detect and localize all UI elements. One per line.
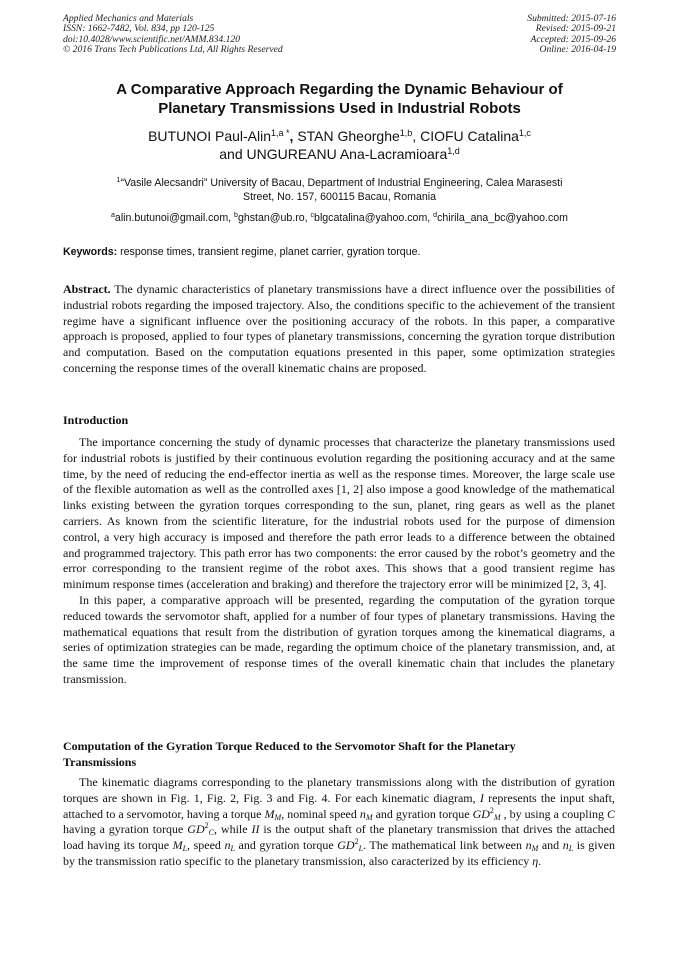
title-line-1: A Comparative Approach Regarding the Dynamic Behaviour of	[116, 81, 563, 98]
section-heading-computation: Computation of the Gyration Torque Reduced to the Servomotor Shaft for the Planetary Transmissions	[63, 739, 516, 769]
email-link[interactable]: alin.butunoi@gmail.com,	[114, 212, 235, 224]
author-name: CIOFU Catalina	[420, 128, 519, 144]
date-accepted: Accepted: 2015-09-26	[530, 33, 616, 45]
introduction-body	[63, 435, 615, 688]
paper-title	[63, 80, 616, 118]
keywords-text: response times, transient regime, planet carrier, gyration torque.	[117, 246, 421, 258]
title-line-2: Planetary Transmissions Used in Industrial Robots	[158, 100, 521, 117]
email-link[interactable]: chirila_ana_bc@yahoo.com	[437, 212, 568, 224]
email-link[interactable]: ghstan@ub.ro,	[237, 212, 311, 224]
keywords	[63, 245, 616, 259]
author-superscript: 1,d	[447, 146, 460, 156]
paragraph: In this paper, a comparative approach will be presented, regarding the computation of the gyration torque reduced towards the servomotor shaft, applied for a number of four types of planetary transmissions. Having the mathematical equations that result from the distribution of gyration torques among the kinematical diagrams, a series of optimization strategies can be made, regarding the optimum choice of the planetary transmission, and, at the same time the improvement of response times of the overall kinematic chain that includes the planetary transmission.	[63, 592, 615, 686]
author-superscript: 1,c	[518, 128, 531, 138]
journal-info	[63, 14, 283, 56]
author-list	[63, 127, 616, 163]
date-revised: Revised: 2015-09-21	[535, 23, 616, 35]
author-superscript: 1,b	[399, 128, 413, 138]
affiliation-line-2: Street, No. 157, 600115 Bacau, Romania	[243, 191, 436, 203]
publication-dates	[527, 14, 616, 56]
affiliation-line-1: “Vasile Alecsandri” University of Bacau, Department of Industrial Engineering, Calea Marasesti	[120, 177, 563, 189]
author-line-2	[63, 145, 616, 163]
paragraph: The kinematic diagrams corresponding to the planetary transmissions along with the distribution of gyration torques are shown in Fig. 1, Fig. 2, Fig. 3 and Fig. 4. For each kinematic diagram, I represents the input shaft, attached to a servomotor, having a torque $M_M$, nominal speed $n_M$ and gyration torque $GD^2_M$ , by using a coupling C having a gyration torque $GD^2_C$, while II is the output shaft of the planetary transmission that drives the attached load having its torque $M_L$, speed $n_L$ and gyration torque $GD^2_L$. The mathematical link between $n_M$ and $n_L$ is given by the transmission ratio specific to the planetary transmission, also caracterized by its efficiency η.	[63, 775, 616, 868]
author-name: and UNGUREANU Ana-Lacramioara	[219, 146, 448, 162]
date-online: Online: 2016-04-19	[539, 44, 616, 56]
date-submitted: Submitted: 2015-07-16	[527, 13, 616, 24]
affiliation-superscript: 1	[116, 177, 121, 184]
section-heading-introduction: Introduction	[63, 413, 129, 427]
author-name: BUTUNOI Paul-Alin	[148, 128, 272, 144]
abstract-label: Abstract.	[63, 282, 111, 296]
journal-doi: doi:10.4028/www.scientific.net/AMM.834.120	[63, 33, 241, 45]
author-superscript: 1,a *	[271, 128, 290, 138]
email-link[interactable]: blgcatalina@yahoo.com,	[314, 212, 434, 224]
journal-name: Applied Mechanics and Materials	[63, 13, 194, 24]
computation-body	[63, 775, 615, 870]
author-name: STAN Gheorghe	[297, 128, 400, 144]
journal-issn: ISSN: 1662-7482, Vol. 834, pp 120-125	[63, 23, 215, 35]
paragraph: The importance concerning the study of dynamic processes that characterize the planetary transmissions used for industrial robots is justified by their continuous evolution regarding the positioning accuracy and at the same time, by the need of reducing the end-effector inertia as well as the response times. Moreover, the large scale use of the flexible automation as well as the controlled axes [1, 2] also impose a good knowledge of the mathematical links existing between the gyration torques corresponding to the sun, planet, ring gears as well as the planet carriers. As known from the scientific literature, for the industrial robots used for the purpose of dimension control, a very high accuracy is imposed and therefore the path error leads to a difference between the obtained and programmed trajectory. This path error has two components: the error caused by the robot’s geometry and the error corresponding to the transient regime of the robot axes. This shows that a good transient regime has minimum response times (acceleration and braking) and therefore the trajectory error will be minimized [2, 3, 4].	[63, 435, 615, 592]
journal-copyright: © 2016 Trans Tech Publications Ltd, All Rights Reserved	[63, 44, 283, 56]
author-line-1: BUTUNOI Paul-Alin$^{1,a *}$, STAN Gheorghe$^{1,b}$, CIOFU Catalina$^{1,c}$	[148, 128, 531, 144]
abstract-text: The dynamic characteristics of planetary transmissions have a direct influence over the possibilities of industrial robots regarding the imposed trajectory. Also, the conditions specific to the achievement of the transient regime have a significant influence over the positioning accuracy of the robots. In this paper, a comparative approach is proposed, applied to four types of planetary transmissions, concerning the gyration torque distribution and computation. Based on the computation equations presented in this paper, some optimization strategies concerning the response times of the overall kinematic chains are proposed.	[63, 282, 615, 375]
keywords-label: Keywords:	[63, 246, 118, 258]
abstract	[63, 282, 615, 377]
affiliation	[63, 176, 616, 204]
email-list: $^a$alin.butunoi@gmail.com, $^b$ghstan@ub.ro, $^c$blgcatalina@yahoo.com, $^d$chirila_ana_bc@yahoo.com	[111, 212, 568, 224]
